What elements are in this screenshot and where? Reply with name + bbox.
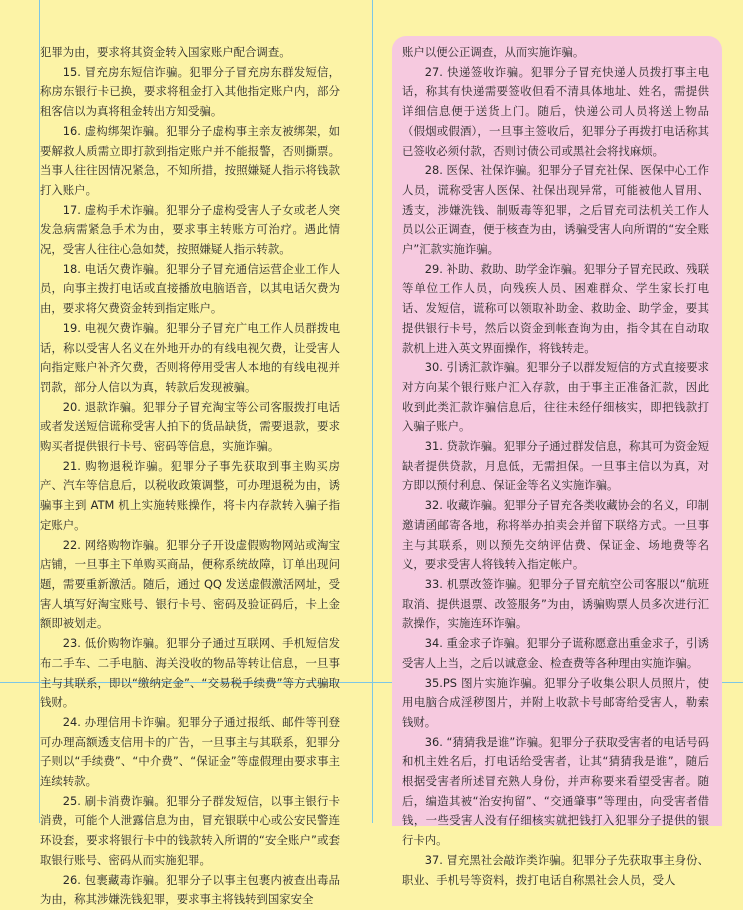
paragraph: 37. 冒充黑社会敲诈类诈骗。犯罪分子先获取事主身份、职业、手机号等资料，拨打电话自称黑社会人员，受人 bbox=[402, 852, 709, 887]
paragraph: 犯罪为由，要求将其资金转入国家账户配合调查。 bbox=[40, 45, 291, 59]
right-text-column bbox=[402, 43, 709, 887]
paragraph: 20. 退款诈骗。犯罪分子冒充淘宝等公司客服拨打电话或者发送短信谎称受害人拍下的货品缺货，需要退款，要求购买者提供银行卡号、密码等信息，实施诈骗。 bbox=[40, 399, 340, 454]
paragraph: 账户以便公正调查，从而实施诈骗。 bbox=[402, 45, 585, 59]
paragraph: 18. 电话欠费诈骗。犯罪分子冒充通信运营企业工作人员，向事主拨打电话或直接播放电脑语音，以其电话欠费为由，要求将欠费资金转到指定账户。 bbox=[40, 261, 340, 316]
paragraph: 15. 冒充房东短信诈骗。犯罪分子冒充房东群发短信，称房东银行卡已换，要求将租金打入其他指定账户内，部分租客信以为真将租金转出方知受骗。 bbox=[40, 64, 340, 119]
paragraph: 30. 引诱汇款诈骗。犯罪分子以群发短信的方式直接要求对方向某个银行账户汇入存款，由于事主正准备汇款，因此收到此类汇款诈骗信息后，往往未经仔细核实，即把钱款打入骗子账户。 bbox=[402, 360, 709, 434]
guide-line-center bbox=[372, 0, 373, 823]
paragraph: 25. 刷卡消费诈骗。犯罪分子群发短信，以事主银行卡消费，可能个人泄露信息为由，冒充银联中心或公安民警连环设套，要求将银行卡中的钱款转入所谓的“安全账户”或套取银行账号、密码从而实施犯罪。 bbox=[40, 793, 340, 867]
paragraph: 19. 电视欠费诈骗。犯罪分子冒充广电工作人员群拨电话，称以受害人名义在外地开办的有线电视欠费，让受害人向指定账户补齐欠费，否则将停用受害人本地的有线电视并罚款，部分人信以为真，转款后发现被骗。 bbox=[40, 320, 340, 394]
paragraph: 33. 机票改签诈骗。犯罪分子冒充航空公司客服以“航班取消、提供退票、改签服务”为由，诱骗购票人员多次进行汇款操作，实施连环诈骗。 bbox=[402, 576, 709, 631]
paragraph: 32. 收藏诈骗。犯罪分子冒充各类收藏协会的名义，印制邀请函邮寄各地，称将举办拍卖会并留下联络方式。一旦事主与其联系，则以预先交纳评估费、保证金、场地费等名义，要求受害人将钱转入指定帐户。 bbox=[402, 498, 709, 572]
paragraph: 28. 医保、社保诈骗。犯罪分子冒充社保、医保中心工作人员，谎称受害人医保、社保出现异常，可能被他人冒用、透支，涉嫌洗钱、制贩毒等犯罪，之后冒充司法机关工作人员以公正调查，便于核查为由，诱骗受害人向所谓的“安全账户”汇款实施诈骗。 bbox=[402, 163, 709, 257]
paragraph: 31. 贷款诈骗。犯罪分子通过群发信息，称其可为资金短缺者提供贷款，月息低，无需担保。一旦事主信以为真，对方即以预付利息、保证金等名义实施诈骗。 bbox=[402, 439, 709, 493]
paragraph: 22. 网络购物诈骗。犯罪分子开设虚假购物网站或淘宝店铺，一旦事主下单购买商品，便称系统故障，订单出现问题，需要重新激活。随后，通过 QQ 发送虚假激活网址，受害人填写好淘宝账号、银行卡号、密码及验证码后，卡上金额即被划走。 bbox=[40, 537, 340, 631]
paragraph: 17. 虚构手术诈骗。犯罪分子虚构受害人子女或老人突发急病需紧急手术为由，要求事主转账方可治疗。遇此情况，受害人往往心急如焚，按照嫌疑人指示转款。 bbox=[40, 202, 340, 257]
paragraph: 34. 重金求子诈骗。犯罪分子谎称愿意出重金求子，引诱受害人上当，之后以诚意金、检查费等各种理由实施诈骗。 bbox=[402, 636, 709, 670]
paragraph: 35.PS 图片实施诈骗。犯罪分子收集公职人员照片，使用电脑合成淫秽图片，并附上收款卡号邮寄给受害人，勒索钱财。 bbox=[402, 675, 709, 729]
paragraph: 27. 快递签收诈骗。犯罪分子冒充快递人员拨打事主电话，称其有快递需要签收但看不清具体地址、姓名，需提供详细信息便于送货上门。随后，快递公司人员将送上物品（假烟或假酒），一旦事主签收后，犯罪分子再拨打电话称其已签收必须付款，否则讨债公司或黑社会将找麻烦。 bbox=[402, 64, 709, 158]
paragraph: 29. 补助、救助、助学金诈骗。犯罪分子冒充民政、残联等单位工作人员，向残疾人员、困难群众、学生家长打电话、发短信，谎称可以领取补助金、救助金、助学金，要其提供银行卡号，然后以资金到帐查询为由，指令其在自动取款机上进入英文界面操作，将钱转走。 bbox=[402, 261, 709, 355]
paragraph: 36. “猜猜我是谁”诈骗。犯罪分子获取受害者的电话号码和机主姓名后，打电话给受害者，让其“猜猜我是谁”，随后根据受害者所述冒充熟人身份，并声称要来看望受害者。随后，编造其被“治安拘留”、“交通肇事”等理由，向受害者借钱，一些受害人没有仔细核实就把钱打入犯罪分子提供的银行卡内。 bbox=[402, 734, 709, 848]
paragraph: 21. 购物退税诈骗。犯罪分子事先获取到事主购买房产、汽车等信息后，以税收政策调整，可办理退税为由，诱骗事主到 ATM 机上实施转账操作，将卡内存款转入骗子指定账户。 bbox=[40, 458, 340, 532]
paragraph: 26. 包裹藏毒诈骗。犯罪分子以事主包裹内被查出毒品为由，称其涉嫌洗钱犯罪，要求事主将钱转到国家安全 bbox=[40, 872, 340, 907]
left-text-column bbox=[40, 43, 340, 907]
paragraph: 24. 办理信用卡诈骗。犯罪分子通过报纸、邮件等刊登可办理高额透支信用卡的广告，一旦事主与其联系，犯罪分子则以“手续费”、“中介费”、“保证金”等虚假理由要求事主连续转款。 bbox=[40, 714, 340, 789]
paragraph: 23. 低价购物诈骗。犯罪分子通过互联网、手机短信发布二手车、二手电脑、海关没收的物品等转让信息，一旦事主与其联系，即以“缴纳定金”、“交易税手续费”等方式骗取钱财。 bbox=[40, 636, 340, 710]
paragraph: 16. 虚构绑架诈骗。犯罪分子虚构事主亲友被绑架，如要解救人质需立即打款到指定账户并不能报警，否则撕票。当事人往往因情况紧急，不知所措，按照嫌疑人指示将钱款打入账户。 bbox=[40, 123, 340, 197]
